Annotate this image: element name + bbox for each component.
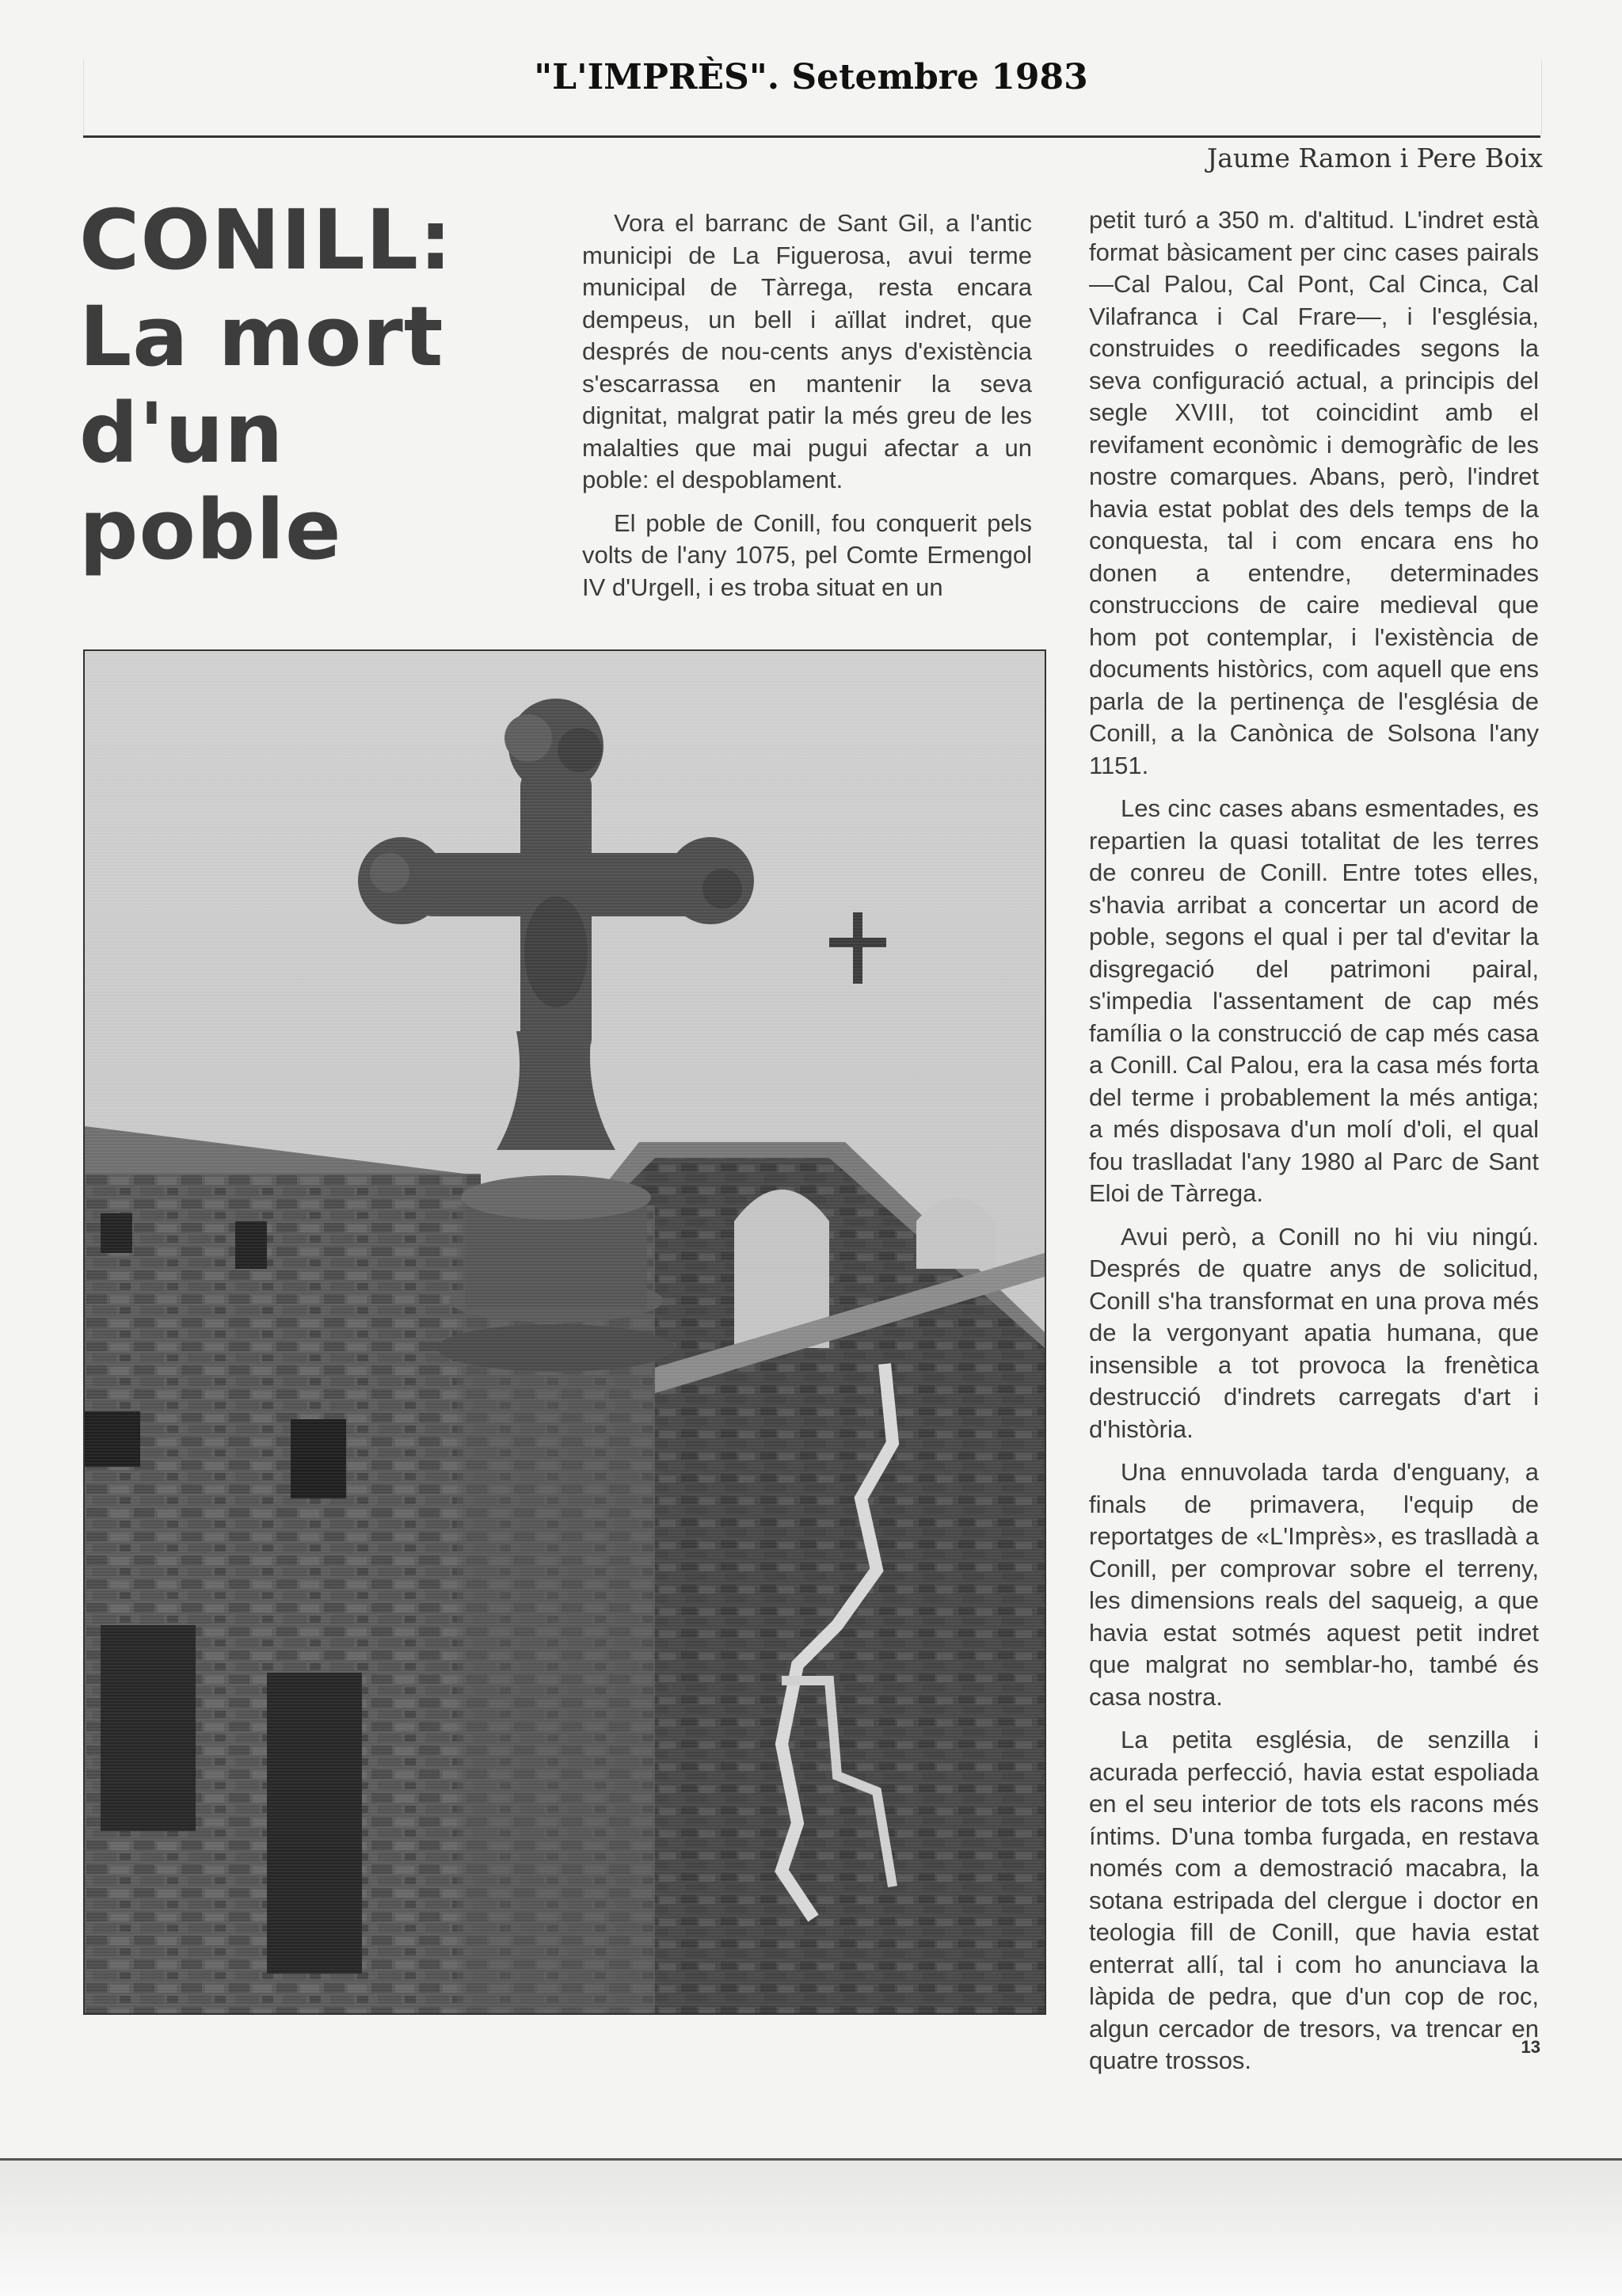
text-column-1 xyxy=(582,208,1032,615)
text-column-2 xyxy=(1089,204,1539,2088)
paragraph: Avui però, a Conill no hi viu ningú. Després de quatre anys de solicitud, Conill s'ha transformat en una prova més de la vergonyant apatia humana, que insensible a tot provoca la frenètica destrucció d'indrets carregats d'art i d'història. xyxy=(1089,1222,1539,1443)
paragraph: Vora el barranc de Sant Gil, a l'antic municipi de La Figuerosa, avui terme municipal de Tàrrega, resta encara dempeus, un bell i aïllat indret, que després de nou-cents anys d'existència s'escarrassa en mantenir la seva dignitat, malgrat patir la més greu de les malalties que mai pugui afectar a un poble: el despoblament. xyxy=(582,209,1032,493)
paragraph: Una ennuvolada tarda d'enguany, a finals de primavera, l'equip de reportatges de «L'Imprès», es traslladà a Conill, per comprovar sobre el terreny, les dimensions reals del saqueig, a que havia estat sotmés aquest petit indret que malgrat no semblar-ho, també és casa nostra. xyxy=(1089,1458,1539,1711)
photo-illustration xyxy=(85,651,1045,2013)
paragraph: petit turó a 350 m. d'altitud. L'indret està format bàsicament per cinc cases pairals —Cal Palou, Cal Pont, Cal Cinca, Cal Vilafranca i Cal Frare—, i l'església, construides o reedificades segons la seva configuració actual, a principis del segle XVIII, tot coincidint amb el revifament econòmic i demogràfic de les nostre comarques. Abans, però, l'indret havia estat poblat des dels temps de la conquesta, tal i com encara ens ho donen a entendre, determinades construccions de caire medieval que hom pot contemplar, i l'existència de documents històrics, com aquell que ens parla de la pertinença de l'església de Conill, a la Canònica de Solsona l'any 1151. xyxy=(1089,206,1539,779)
authors: Jaume Ramon i Pere Boix xyxy=(1206,143,1543,173)
title-line-2: La mort xyxy=(79,288,444,385)
article-title xyxy=(79,192,523,578)
scan-bottom-edge xyxy=(0,2158,1622,2296)
page-number: 13 xyxy=(1521,2037,1540,2057)
title-line-1: CONILL: xyxy=(79,192,453,288)
stone-cross-church-photo xyxy=(83,649,1046,2015)
paragraph: Les cinc cases abans esmentades, es repartien la quasi totalitat de les terres de conreu de Conill. Entre totes elles, s'havia arribat a concertar un acord de poble, segons el qual i per tal d'evitar la disgregació del patrimoni pairal, s'impedia l'assentament de cap més família o la construcció de cap més casa a Conill. Cal Palou, era la casa més forta del terme i probablement la més antiga; a més disposava d'un molí d'oli, el qual fou traslladat l'any 1980 al Parc de Sant Eloi de Tàrrega. xyxy=(1089,794,1539,1207)
paragraph: La petita església, de senzilla i acurada perfecció, havia estat espoliada en el seu interior de tots els racons més íntims. D'una tomba furgada, en restava només com a demostració macabra, la sotana estripada del clergue i doctor en teologia fill de Conill, que havia estat enterrat allí, tal i com ho anunciava la làpida de pedra, que d'un cop de roc, algun cercador de tresors, va trencar en quatre trossos. xyxy=(1089,1726,1539,2074)
header-rule xyxy=(83,135,1540,138)
title-line-4: poble xyxy=(79,482,342,578)
paragraph: El poble de Conill, fou conquerit pels volts de l'any 1075, pel Comte Ermengol IV d'Urgell, i es troba situat en un xyxy=(582,508,1032,601)
masthead: "L'IMPRÈS". Setembre 1983 xyxy=(534,57,1088,97)
title-line-3: d'un xyxy=(79,385,284,482)
